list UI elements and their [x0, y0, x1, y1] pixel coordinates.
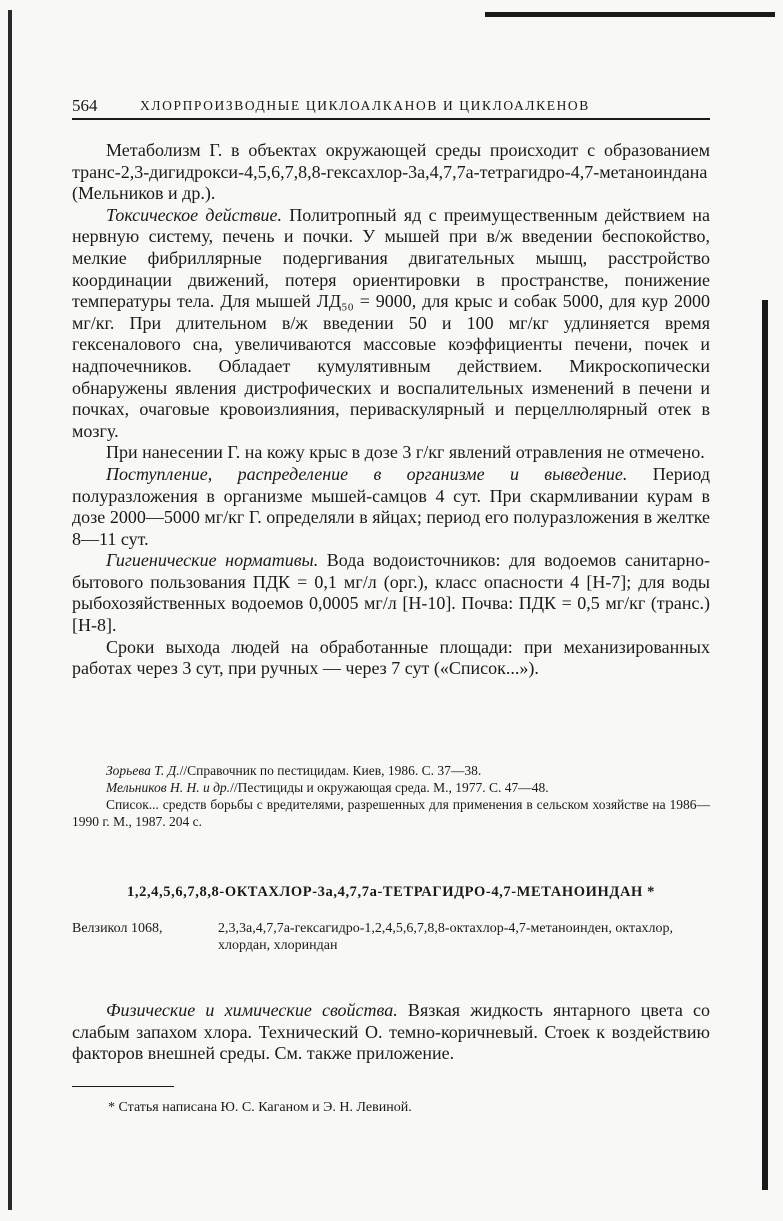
- text-hygienic-norms: Вода водоисточников: для водоемов санитарно-бытового пользования ПДК = 0,1 мг/л (орг.), класс опасности 4 [Н-7]; для воды рыбохозяйственных водоемов 0,0005 мг/л [Н-10]. Почва: ПДК = 0,5 мг/кг (транс.) [Н-8].: [72, 550, 710, 636]
- paragraph-distribution: [72, 464, 710, 550]
- section-title: 1,2,4,5,6,7,8,8-ОКТАХЛОР-3а,4,7,7а-ТЕТРАГИДРО-4,7-МЕТАНОИНДАН *: [127, 884, 655, 900]
- paragraph-reentry: Сроки выхода людей на обработанные площади: при механизированных работах через 3 сут, при ручных — через 7 сут («Список...»).: [72, 636, 710, 679]
- text-distribution: Период полуразложения в организме мышей-самцов 4 сут. При скармливании курам в дозе 2000—5000 мг/кг Г. определяли в яйцах; период его полуразложения в желтке 8—11 сут.: [72, 463, 710, 549]
- reference-item: [72, 762, 710, 779]
- paragraph-toxic-action: [72, 205, 710, 443]
- reference-source: //Пестициды и окружающая среда. М., 1977. С. 47—48.: [230, 780, 549, 795]
- heading-distribution: Поступление, распределение в организме и выведение.: [106, 463, 628, 484]
- synonyms-lead: Велзикол 1068,: [72, 921, 163, 936]
- synonyms: [72, 920, 710, 954]
- reference-item: [72, 779, 710, 796]
- text-toxic-action: Политропный яд с преимущественным действием на нервную систему, печень и почки. У мышей при в/ж введении беспокойство, мелкие фибриллярные подергивания двигательных мышц, расстройство координации движений, потеря ориентировки в пространстве, понижение температуры тела. Для мышей ЛД₅₀ = 9000, для крыс и собак 5000, для кур 2000 мг/кг. При длительном в/ж введении 50 и 100 мг/кг удлиняется время гексеналового сна, увеличиваются массовые коэффициенты печени, почек и надпочечников. Обладает кумулятивным действием. Микроскопически обнаружены явления дистрофических и воспалительных изменений в печени и почках, очаговые кровоизлияния, периваскулярный и перцеллюлярный отек в мозгу.: [72, 204, 710, 441]
- reference-source: //Справочник по пестицидам. Киев, 1986. С. 37—38.: [179, 763, 482, 778]
- synonyms-list: 2,3,3а,4,7,7а-гексагидро-1,2,4,5,6,7,8,8-октахлор-4,7-метаноинден, октахлор, хлордан, хлориндан: [218, 921, 674, 953]
- text-properties: Вязкая жидкость янтарного цвета со слабым запахом хлора. Технический О. темно-коричневый. Стоек к воздействию факторов внешней среды. См. также приложение.: [72, 1000, 711, 1064]
- heading-hygienic-norms: Гигиенические нормативы.: [106, 550, 319, 571]
- scan-edge-top: [485, 12, 775, 17]
- reference-authors: Мельников Н. Н. и др.: [106, 780, 231, 795]
- heading-toxic-action: Токсическое действие.: [106, 204, 282, 225]
- paragraph-metabolism: Метаболизм Г. в объектах окружающей среды происходит с образованием транс-2,3-дигидрокси-4,5,6,7,8,8-гексахлор-3а,4,7,7а-тетрагидро-4,7-метаноиндана (Мельников и др.).: [72, 140, 710, 204]
- reference-source: Список... средств борьбы с вредителями, разрешенных для применения в сельском хозяйстве на 1986—1990 г. М., 1987. 204 с.: [72, 797, 710, 829]
- article-body: [72, 140, 710, 680]
- page-number: 564: [72, 96, 98, 115]
- paragraph-skin: При нанесении Г. на кожу крыс в дозе 3 г/кг явлений отравления не отмечено.: [106, 442, 705, 463]
- paragraph-properties: [72, 1000, 710, 1065]
- reference-item: [72, 796, 710, 830]
- heading-properties: Физические и химические свойства.: [106, 1000, 398, 1020]
- paragraph-hygienic-norms: [72, 550, 710, 636]
- scan-edge-left: [8, 10, 12, 1210]
- reference-authors: Зорьева Т. Д.: [106, 763, 180, 778]
- footnote: * Статья написана Ю. С. Каганом и Э. Н. Левиной.: [108, 1100, 412, 1115]
- scan-edge-right: [762, 300, 768, 1190]
- page-header: [72, 96, 710, 120]
- references: [72, 762, 710, 830]
- footnote-divider: [72, 1086, 174, 1087]
- running-title: ХЛОРПРОИЗВОДНЫЕ ЦИКЛОАЛКАНОВ И ЦИКЛОАЛКЕНОВ: [140, 98, 590, 113]
